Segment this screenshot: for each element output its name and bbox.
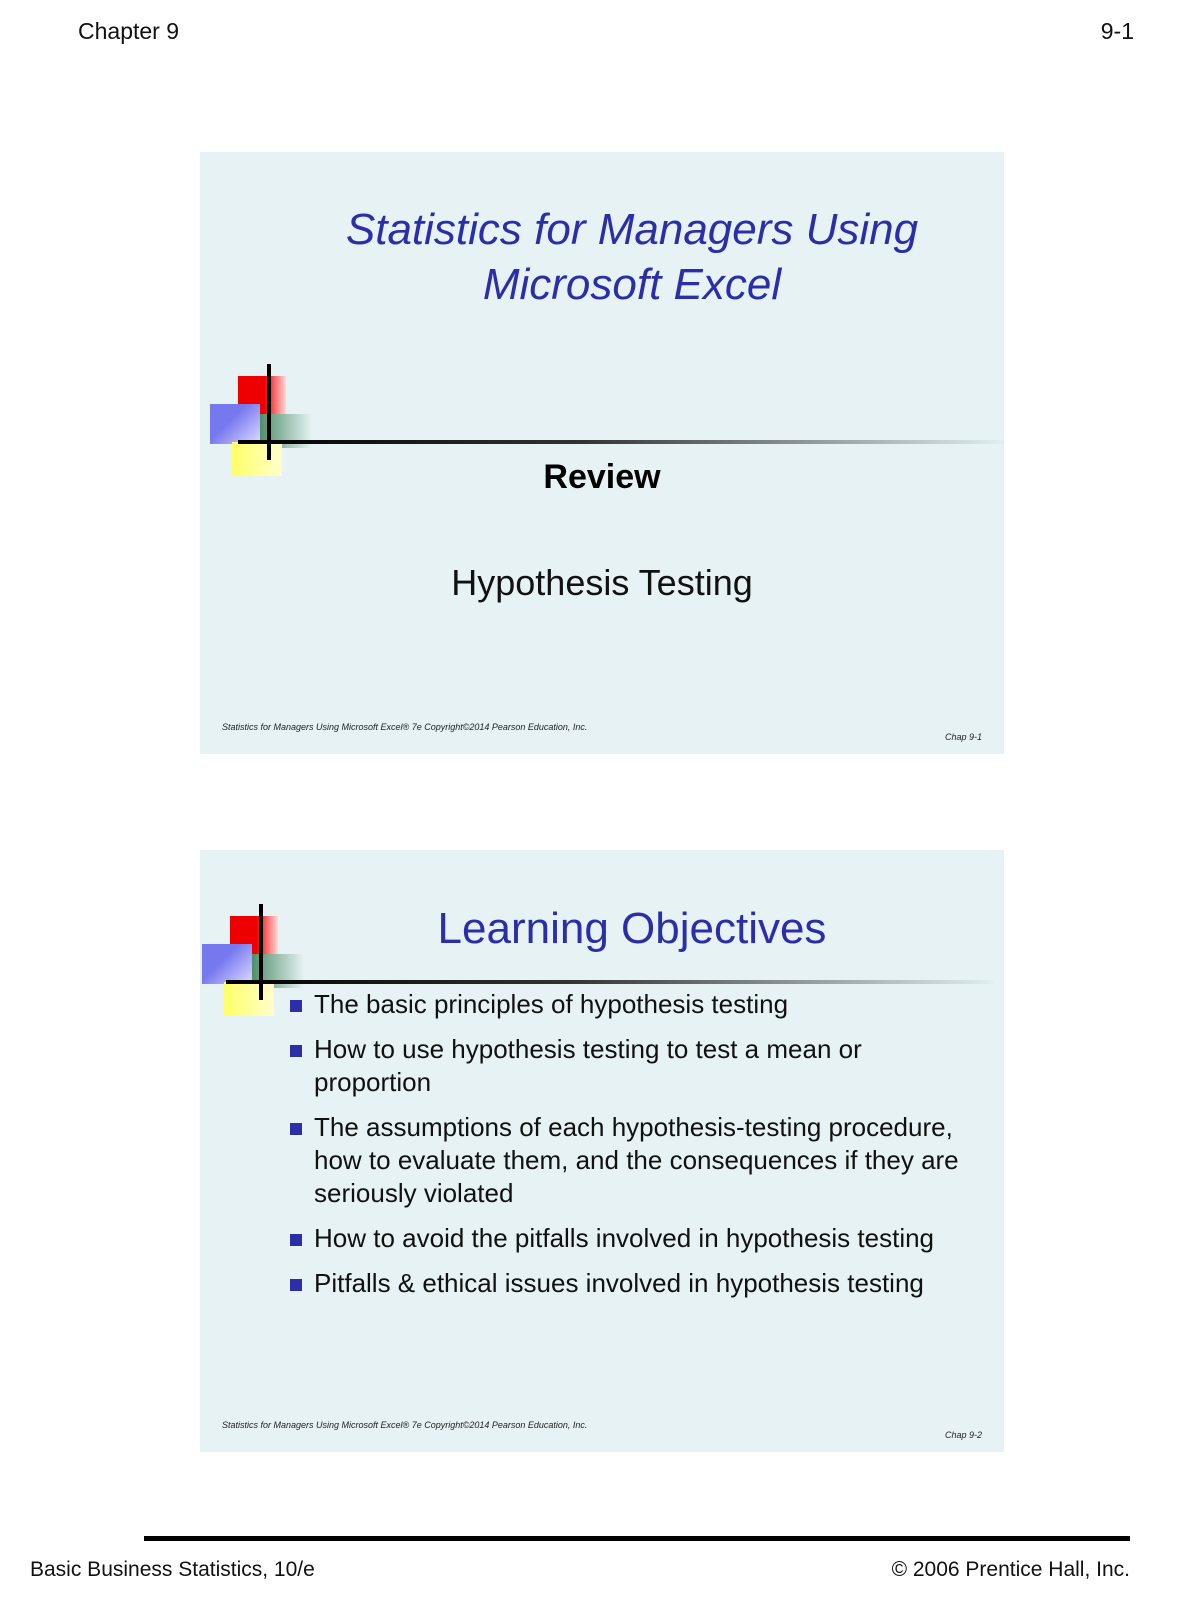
list-item-text: How to use hypothesis testing to test a mean or proportion (314, 1034, 862, 1097)
list-item-text: Pitfalls & ethical issues involved in hypothesis testing (314, 1268, 924, 1298)
book-title: Basic Business Statistics, 10/e (30, 1558, 315, 1581)
slide-2-title: Learning Objectives (437, 904, 827, 953)
learning-objectives-list (288, 988, 978, 1312)
slide-1-title-line-1: Statistics for Managers Using (345, 205, 919, 254)
slide-1-page-number: Chap 9-1 (944, 732, 982, 742)
slide-1-title-line-2: Microsoft Excel (482, 260, 782, 309)
publisher-copyright: © 2006 Prentice Hall, Inc. (891, 1558, 1130, 1581)
slide-1-heading: Review (543, 458, 661, 496)
list-item-text: The basic principles of hypothesis testing (314, 989, 789, 1019)
list-item (288, 1111, 978, 1210)
vertical-crosshair-line (267, 364, 271, 460)
slide-2-page-number: Chap 9-2 (944, 1430, 982, 1440)
yellow-square (224, 982, 274, 1016)
blue-square (210, 404, 260, 444)
list-item (288, 1033, 978, 1099)
list-item-text: How to avoid the pitfalls involved in hypothesis testing (314, 1223, 935, 1253)
slide-1-title (230, 202, 1034, 312)
slide-1-subtitle: Hypothesis Testing (451, 562, 753, 603)
bullet-square-icon (290, 1000, 302, 1012)
chapter-label: Chapter 9 (78, 18, 180, 44)
title-divider-line (238, 440, 1004, 444)
slide-1 (200, 152, 1004, 754)
list-item (288, 1222, 978, 1255)
page-label: 9-1 (1100, 18, 1134, 44)
slide-2 (200, 850, 1004, 1452)
slide-2-copyright: Statistics for Managers Using Microsoft Excel® 7e Copyright©2014 Pearson Education, Inc. (222, 1420, 588, 1430)
title-divider-line (226, 980, 994, 984)
bullet-square-icon (290, 1234, 302, 1246)
list-item-text: The assumptions of each hypothesis-testing procedure, how to evaluate them, and the consequences if they are seriously violated (314, 1112, 959, 1208)
list-item (288, 1267, 978, 1300)
list-item (288, 988, 978, 1021)
bullet-square-icon (290, 1279, 302, 1291)
slide-1-copyright: Statistics for Managers Using Microsoft Excel® 7e Copyright©2014 Pearson Education, Inc. (222, 722, 588, 732)
bullet-square-icon (290, 1045, 302, 1057)
footer-rule (144, 1536, 1130, 1541)
bullet-square-icon (290, 1123, 302, 1135)
decorative-squares-logo (210, 364, 310, 464)
